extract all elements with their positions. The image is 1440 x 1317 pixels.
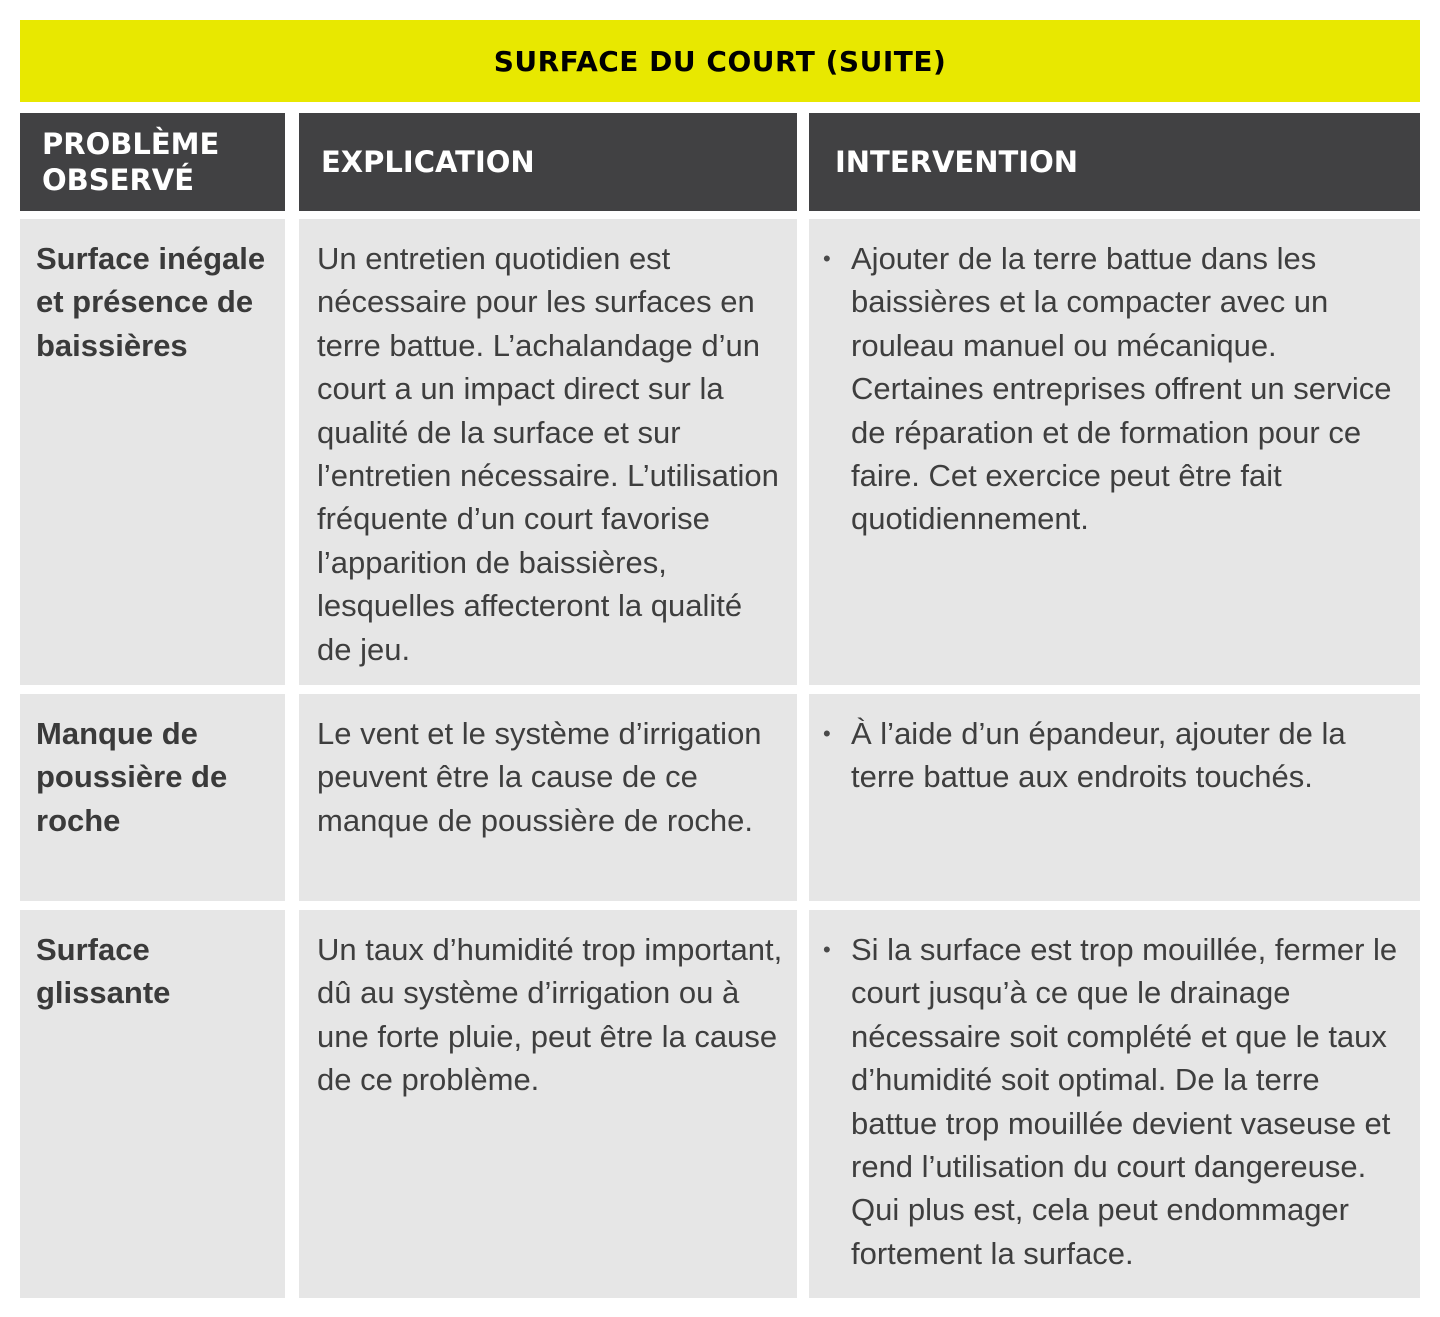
table-row-3-intervention: [809, 910, 1420, 1298]
problem-text: Surface inégale et présence de baissières: [36, 241, 266, 363]
intervention-text: Si la surface est trop mouillée, fermer le court jusqu’à ce que le drainage nécessaire soit complété et que le taux d’humidité soit optimal. De la terre battue trop mouillée devient vaseuse et rend l’utilisation du court dangereuse. Qui plus est, cela peut endommager fortement la surface.: [851, 932, 1398, 1271]
header-intervention: INTERVENTION: [809, 113, 1420, 211]
bullet-icon: •: [823, 246, 831, 271]
problem-text: Surface glissante: [36, 932, 171, 1011]
intervention-text: À l’aide d’un épandeur, ajouter de la terre battue aux endroits touchés.: [851, 716, 1346, 795]
header-problem: [20, 113, 285, 211]
explanation-text: Le vent et le système d’irrigation peuvent être la cause de ce manque de poussière de roche.: [317, 716, 762, 838]
bullet-icon: •: [823, 937, 831, 962]
explanation-text: Un entretien quotidien est nécessaire pour les surfaces en terre battue. L’achalandage d’un court a un impact direct sur la qualité de la surface et sur l’entretien nécessaire. L’utilisation fréquente d’un court favorise l’apparition de baissières, lesquelles affecteront la qualité de jeu.: [317, 241, 779, 667]
table-title: SURFACE DU COURT (SUITE): [493, 44, 947, 78]
explanation-text: Un taux d’humidité trop important, dû au système d’irrigation ou à une forte pluie, peut être la cause de ce problème.: [317, 932, 783, 1098]
header-explanation: EXPLICATION: [299, 113, 797, 211]
intervention-text: Ajouter de la terre battue dans les baissières et la compacter avec un rouleau manuel ou mécanique. Certaines entreprises offrent un service de réparation et de formation pour ce faire. Cet exercice peut être fait quotidiennement.: [851, 241, 1392, 537]
table-row-1-explanation: [299, 219, 797, 685]
table-row-2-problem: [20, 694, 285, 901]
table-row-1-problem: [20, 219, 285, 685]
table-title-bar: [20, 20, 1420, 102]
table-row-1-intervention: [809, 219, 1420, 685]
problem-text: Manque de poussière de roche: [36, 716, 228, 838]
table-row-2-explanation: [299, 694, 797, 901]
header-problem-line2: OBSERVÉ: [42, 163, 195, 197]
table-row-3-problem: [20, 910, 285, 1298]
table-row-3-explanation: [299, 910, 797, 1298]
bullet-icon: •: [823, 721, 831, 746]
header-problem-line1: PROBLÈME: [42, 127, 220, 161]
table-row-2-intervention: [809, 694, 1420, 901]
